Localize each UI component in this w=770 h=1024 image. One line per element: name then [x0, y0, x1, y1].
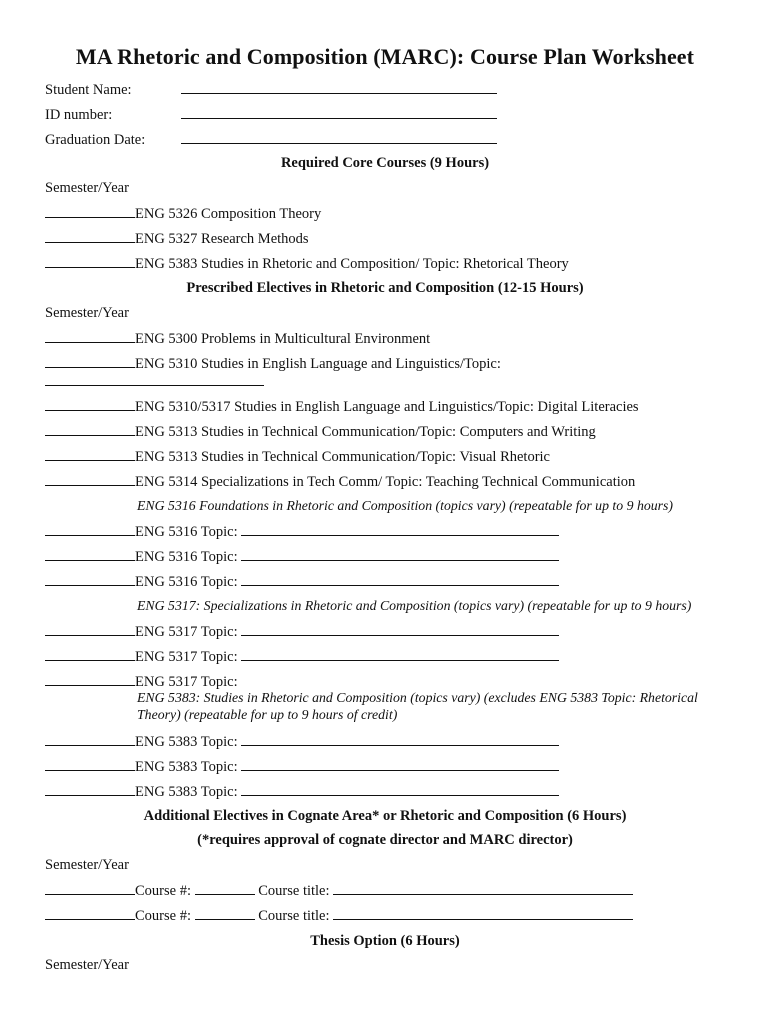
id-number-label: ID number: [45, 107, 113, 123]
eng5383-topic-row [45, 732, 559, 751]
eng5316-topic-row [45, 572, 559, 591]
semester-blank[interactable] [45, 572, 135, 586]
semester-blank[interactable] [45, 881, 135, 895]
topic-label: ENG 5317 Topic: [135, 624, 238, 640]
core-heading: Required Core Courses (9 Hours) [280, 155, 490, 171]
semester-blank[interactable] [45, 782, 135, 796]
id-number-row [45, 105, 497, 124]
eng5317-note: ENG 5317: Specializations in Rhetoric and Composition (topics vary) (repeatable for up to 9 hours) [137, 598, 692, 613]
semester-blank[interactable] [45, 672, 135, 686]
additional-course-row [45, 906, 633, 925]
prescribed-course-row [45, 354, 501, 373]
semester-blank[interactable] [45, 422, 135, 436]
topic-label: ENG 5383 Topic: [135, 784, 238, 800]
core-course-row [45, 204, 321, 223]
core-course-row [45, 254, 569, 273]
prescribed-course-row [45, 472, 635, 491]
graduation-date-row [45, 130, 497, 149]
additional-subheading: (*requires approval of cognate director and MARC director) [197, 832, 573, 848]
page-title: MA Rhetoric and Composition (MARC): Course Plan Worksheet [75, 44, 695, 69]
topic-blank[interactable] [241, 572, 559, 586]
semester-blank[interactable] [45, 732, 135, 746]
course-label: ENG 5326 Composition Theory [135, 206, 322, 222]
id-number-field[interactable] [181, 105, 497, 119]
topic-label: ENG 5316 Topic: [135, 549, 238, 565]
topic-blank[interactable] [241, 757, 559, 771]
core-course-row [45, 229, 309, 248]
eng5317-topic-row [45, 622, 559, 641]
prescribed-course-row [45, 422, 596, 441]
semester-label: Semester/Year [45, 305, 129, 321]
topic-label: ENG 5317 Topic: [135, 649, 238, 665]
semester-blank[interactable] [45, 354, 135, 368]
course-label: ENG 5313 Studies in Technical Communication/Topic: Visual Rhetoric [135, 449, 550, 465]
prescribed-heading: Prescribed Electives in Rhetoric and Composition (12-15 Hours) [186, 280, 584, 296]
semester-blank[interactable] [45, 906, 135, 920]
course-label: ENG 5310/5317 Studies in English Language and Linguistics/Topic: Digital Literacies [135, 399, 639, 415]
semester-blank[interactable] [45, 254, 135, 268]
prescribed-course-row [45, 397, 639, 416]
topic-blank[interactable] [241, 782, 559, 796]
topic-blank[interactable] [241, 622, 559, 636]
semester-blank[interactable] [45, 647, 135, 661]
eng5316-note: ENG 5316 Foundations in Rhetoric and Composition (topics vary) (repeatable for up to 9 hours) [137, 498, 673, 513]
eng5316-topic-row [45, 547, 559, 566]
student-name-label: Student Name: [45, 82, 132, 98]
topic-label: ENG 5383 Topic: [135, 734, 238, 750]
semester-blank[interactable] [45, 757, 135, 771]
topic-label: ENG 5316 Topic: [135, 574, 238, 590]
semester-blank[interactable] [45, 472, 135, 486]
additional-course-row [45, 881, 633, 900]
course-label: ENG 5310 Studies in English Language and Linguistics/Topic: [135, 356, 501, 372]
semester-label: Semester/Year [45, 180, 129, 196]
semester-blank[interactable] [45, 622, 135, 636]
semester-blank[interactable] [45, 204, 135, 218]
semester-blank[interactable] [45, 522, 135, 536]
course-title-field[interactable] [333, 906, 633, 920]
prescribed-course-row [45, 329, 430, 348]
course-label: ENG 5314 Specializations in Tech Comm/ Topic: Teaching Technical Communication [135, 474, 636, 490]
topic-label: ENG 5316 Topic: [135, 524, 238, 540]
student-name-row [45, 80, 497, 99]
semester-label: Semester/Year [45, 857, 129, 873]
course-title-field[interactable] [333, 881, 633, 895]
eng5316-topic-row [45, 522, 559, 541]
topic-blank[interactable] [241, 732, 559, 746]
course-label: ENG 5383 Studies in Rhetoric and Composition/ Topic: Rhetorical Theory [135, 256, 569, 272]
topic-blank[interactable] [45, 372, 264, 386]
student-name-field[interactable] [181, 80, 497, 94]
topic-label: ENG 5383 Topic: [135, 759, 238, 775]
semester-blank[interactable] [45, 229, 135, 243]
semester-blank[interactable] [45, 547, 135, 561]
course-number-field[interactable] [195, 881, 255, 895]
semester-blank[interactable] [45, 397, 135, 411]
topic-label: ENG 5317 Topic: [135, 674, 238, 690]
eng5383-topic-row [45, 757, 559, 776]
semester-blank[interactable] [45, 447, 135, 461]
semester-blank[interactable] [45, 329, 135, 343]
course-number-field[interactable] [195, 906, 255, 920]
eng5383-note: ENG 5383: Studies in Rhetoric and Composition (topics vary) (excludes ENG 5383 Topic: Rhetorical Theory) (repeatable for up to 9 hours of credit) [137, 690, 698, 722]
course-label: ENG 5300 Problems in Multicultural Environment [135, 331, 431, 347]
topic-blank[interactable] [241, 647, 559, 661]
course-label: ENG 5313 Studies in Technical Communication/Topic: Computers and Writing [135, 424, 596, 440]
topic-blank[interactable] [241, 547, 559, 561]
topic-continuation-row [45, 372, 264, 391]
course-label: ENG 5327 Research Methods [135, 231, 309, 247]
course-title-label: Course title: [258, 908, 330, 924]
course-title-label: Course title: [258, 883, 330, 899]
graduation-date-label: Graduation Date: [45, 132, 146, 148]
graduation-date-field[interactable] [181, 130, 497, 144]
eng5383-topic-row [45, 782, 559, 801]
prescribed-course-row [45, 447, 550, 466]
additional-heading: Additional Electives in Cognate Area* or Rhetoric and Composition (6 Hours) [143, 808, 627, 824]
course-number-label: Course #: [135, 883, 191, 899]
course-number-label: Course #: [135, 908, 191, 924]
thesis-heading: Thesis Option (6 Hours) [310, 933, 460, 949]
semester-label: Semester/Year [45, 957, 129, 973]
topic-blank[interactable] [241, 522, 559, 536]
eng5317-topic-row [45, 647, 559, 666]
